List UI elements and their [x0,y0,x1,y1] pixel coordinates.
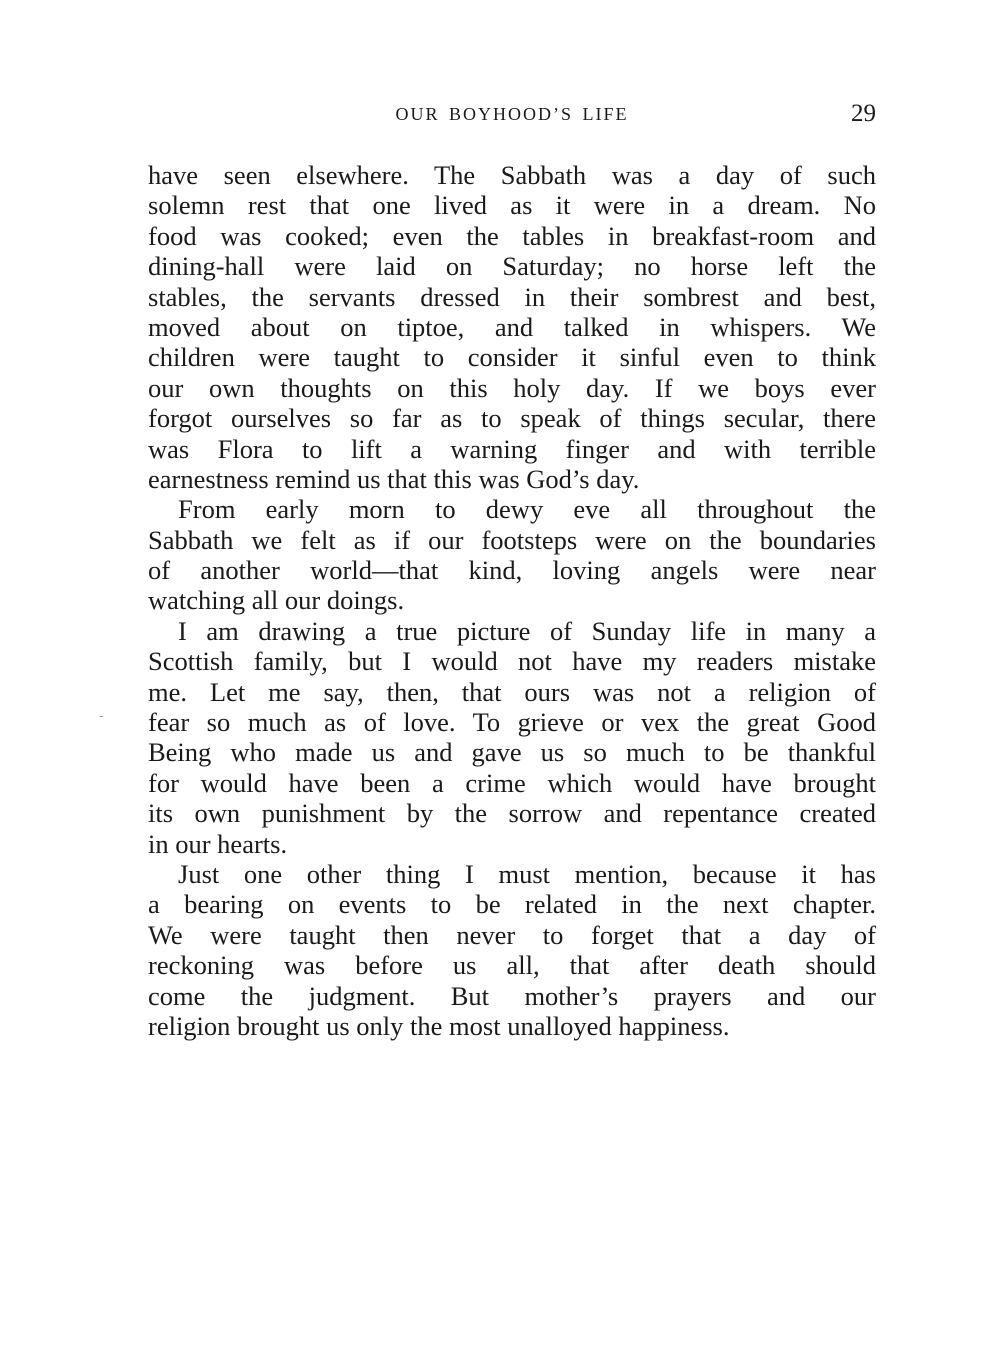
paragraph [148,494,876,616]
page-number: 29 [851,100,876,127]
text-line: a bearing on events to be related in the next chapter. [148,889,876,920]
paragraph [148,160,876,494]
text-line: religion brought us only the most unalloyed happiness. [148,1010,730,1041]
text-line: dining-hall were laid on Saturday; no horse left the [148,251,876,282]
text-line: reckoning was before us all, that after death should [148,950,876,981]
margin-mark [100,716,103,717]
running-title: OUR BOYHOOD’S LIFE [395,104,629,124]
text-line: Scottish family, but I would not have my readers mistake [148,646,876,677]
text-line: earnestness remind us that this was God’s day. [148,463,640,494]
text-line: have seen elsewhere. The Sabbath was a day of such [148,160,876,190]
paragraph [148,859,876,1041]
text-line: Just one other thing I must mention, because it has [178,858,876,889]
text-line: Being who made us and gave us so much to be thankful [148,737,876,768]
text-line: From early morn to dewy eve all throughout the [178,494,876,525]
text-line: our own thoughts on this holy day. If we boys ever [148,372,876,403]
text-line: food was cooked; even the tables in breakfast-room and [148,220,876,251]
text-line: solemn rest that one lived as it were in a dream. No [148,190,876,221]
text-line: in our hearts. [148,828,288,859]
text-line: I am drawing a true picture of Sunday life in many a [178,615,876,646]
text-line: fear so much as of love. To grieve or vex the great Good [148,707,876,738]
text-line: for would have been a crime which would have brought [148,767,876,798]
text-line: come the judgment. But mother’s prayers and our [148,980,876,1011]
body-text [148,160,876,1041]
text-line: forgot ourselves so far as to speak of things secular, there [148,403,876,434]
text-line: me. Let me say, then, that ours was not a religion of [148,676,876,707]
text-line: We were taught then never to forget that a day of [148,919,876,950]
text-line: was Flora to lift a warning finger and with terrible [148,433,876,464]
text-line: children were taught to consider it sinful even to think [148,342,876,373]
text-line: Sabbath we felt as if our footsteps were on the boundaries [148,524,876,555]
text-line: moved about on tiptoe, and talked in whispers. We [148,311,876,342]
paragraph [148,616,876,859]
text-line: its own punishment by the sorrow and repentance created [148,798,876,829]
text-line: stables, the servants dressed in their sombrest and best, [148,281,876,312]
text-line: watching all our doings. [148,585,405,616]
text-line: of another world—that kind, loving angels were near [148,555,876,586]
running-head [148,100,876,134]
